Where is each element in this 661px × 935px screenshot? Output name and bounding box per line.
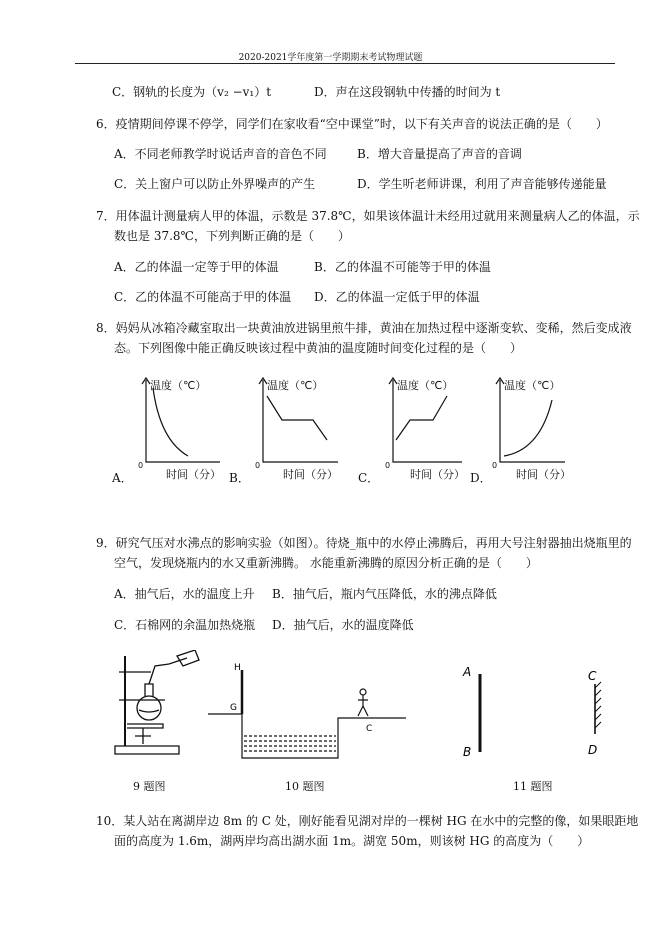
- q5-option-c: C．钢轨的长度为（v₂ −v₁）t: [112, 85, 272, 99]
- asbestos-net: [127, 724, 163, 728]
- label-H: H: [234, 663, 241, 673]
- burner: [135, 728, 151, 744]
- q6-option-b: B．增大音量提高了声音的音调: [357, 147, 522, 161]
- graph-a-axes: [146, 380, 220, 462]
- graph-d-origin: 0: [492, 461, 498, 470]
- person-head: [360, 689, 366, 695]
- graph-a-curve: [153, 388, 188, 456]
- q6-option-a: A．不同老师教学时说话声音的音色不同: [114, 147, 327, 161]
- q9-stem-line1: 9．研究气压对水沸点的影响实验（如图）。待烧_瓶中的水停止沸腾后，再用大号注射器抽出烧瓶里的: [96, 536, 632, 550]
- q8-stem-line1: 8．妈妈从冰箱冷藏室取出一块黄油放进锅里煎牛排，黄油在加热过程中逐渐变软、变稀，然后变成液: [96, 321, 632, 335]
- stand-base: [115, 746, 179, 754]
- fig11-caption: 11 题图: [513, 780, 553, 793]
- graph-d-axes: [500, 380, 565, 462]
- q7-stem-line1: 7．用体温计测量病人甲的体温，示数是 37.8℃，如果该体温计未经用过就用来测量病人乙的体温，示: [96, 209, 640, 223]
- graph-b-xlabel: 时间（分）: [283, 468, 338, 481]
- q6-option-c: C．关上窗户可以防止外界噪声的产生: [114, 177, 316, 191]
- label-C: C: [366, 724, 373, 734]
- q6-option-d: D．学生听老师讲课，利用了声音能够传递能量: [357, 177, 607, 191]
- graph-a-ylabel: 温度（℃）: [150, 379, 207, 392]
- q7-stem-line2: 数也是 37.8℃，下列判断正确的是（ ）: [114, 229, 350, 243]
- water-level: [139, 710, 159, 712]
- label-B: B: [463, 745, 472, 759]
- fig9-caption: 9 题图: [133, 780, 166, 793]
- syringe: [177, 650, 199, 666]
- person-body: [358, 695, 368, 716]
- tube: [149, 658, 187, 684]
- graph-b-origin: 0: [255, 461, 261, 470]
- graph-a-origin: 0: [138, 461, 144, 470]
- q7-option-d: D．乙的体温一定低于甲的体温: [314, 290, 480, 304]
- q9-option-d: D．抽气后，水的温度降低: [272, 618, 414, 632]
- graph-c-curve: [396, 396, 447, 440]
- fig10-lake: [200, 658, 415, 768]
- label-A: A: [463, 665, 472, 679]
- graph-c-ylabel: 温度（℃）: [397, 379, 454, 392]
- graph-c-xlabel: 时间（分）: [410, 468, 465, 481]
- q8-stem-line2: 态。下列图像中能正确反映该过程中黄油的温度随时间变化过程的是（ ）: [114, 341, 523, 355]
- q9-stem-line2: 空气，发现烧瓶内的水又重新沸腾。 水能重新沸腾的原因分析正确的是（ ）: [114, 556, 538, 570]
- graph-c-axes: [393, 380, 462, 462]
- q6-stem: 6．疫情期间停课不停学，同学们在家收看“空中课堂”时，以下有关声音的说法正确的是（ ）: [96, 117, 608, 131]
- graph-b-axes: [263, 380, 338, 462]
- q8-label-a: A．: [112, 471, 133, 485]
- label-C11: C: [588, 669, 597, 683]
- q5-option-d: D．声在这段钢轨中传播的时间为 t: [314, 85, 501, 99]
- q9-option-c: C．石棉网的余温加热烧瓶: [114, 618, 256, 632]
- q7-option-c: C．乙的体温不可能高于甲的体温: [114, 290, 292, 304]
- label-D: D: [588, 743, 598, 757]
- page-header: 2020-2021学年度第一学期期末考试物理试题: [238, 53, 423, 63]
- q8-label-b: B．: [229, 471, 250, 485]
- flask-neck: [145, 684, 153, 696]
- graph-d-curve: [504, 400, 552, 456]
- graph-c-origin: 0: [385, 461, 391, 470]
- q7-option-a: A．乙的体温一定等于甲的体温: [114, 260, 279, 274]
- q9-option-b: B．抽气后，瓶内气压降低，水的沸点降低: [272, 587, 497, 601]
- label-G: G: [230, 703, 237, 713]
- fig9-apparatus: [105, 650, 205, 760]
- q10-stem-line2: 面的高度为 1.6m，湖两岸均高出湖水面 1m。湖宽 50m，则该树 HG 的高度为（ ）: [114, 834, 590, 848]
- graph-d-ylabel: 温度（℃）: [504, 379, 561, 392]
- q10-stem-line1: 10．某人站在离湖岸边 8m 的 C 处，刚好能看见湖对岸的一棵树 HG 在水中的完整的像，如果眼距地: [96, 814, 639, 828]
- q9-option-a: A．抽气后，水的温度上升: [114, 587, 255, 601]
- graph-b-curve: [267, 396, 327, 440]
- fig10-caption: 10 题图: [285, 780, 325, 793]
- graph-b-ylabel: 温度（℃）: [267, 379, 324, 392]
- q7-option-b: B．乙的体温不可能等于甲的体温: [314, 260, 491, 274]
- header-rule: [75, 63, 615, 64]
- graph-d-xlabel: 时间（分）: [516, 468, 571, 481]
- graph-a-xlabel: 时间（分）: [166, 468, 221, 481]
- mirror-hatch: [595, 682, 601, 728]
- q8-label-c: C．: [358, 471, 380, 485]
- q8-label-d: D．: [470, 471, 492, 485]
- fig11-mirrors: [455, 660, 615, 760]
- water: [244, 736, 336, 751]
